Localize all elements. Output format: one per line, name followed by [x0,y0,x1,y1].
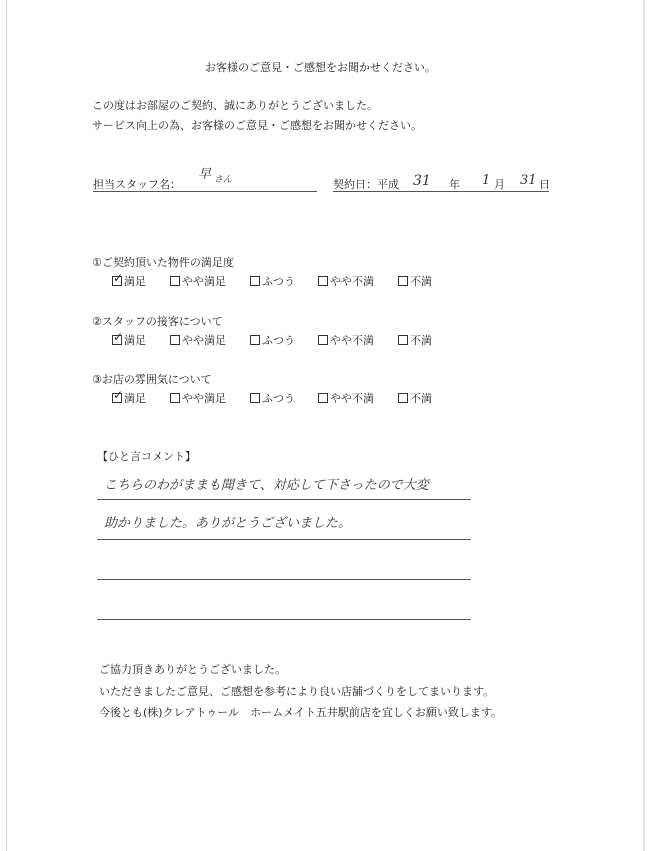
q2-option-futsuu[interactable]: ふつう [250,334,295,348]
comment-rule-4 [97,619,471,620]
scan-right-edge [643,0,645,851]
checkbox-icon [250,335,260,345]
q3-option-fuman[interactable]: 不満 [398,392,432,406]
staff-name-underline [93,191,317,192]
q3-option-futsuu[interactable]: ふつう [250,392,295,406]
contract-year-unit: 年 [449,178,460,191]
checked-checkbox-icon [112,276,122,286]
contract-month-handwritten: 1 [482,173,491,188]
contract-date-label: 契約日：平成 [333,178,399,191]
checked-checkbox-icon [112,393,122,403]
contract-day-handwritten: 31 [520,173,537,188]
checkbox-icon [318,276,328,286]
q1-option-futsuu[interactable]: ふつう [250,275,295,289]
staff-name-handwritten: 早 [198,167,212,182]
q3-option-manzoku[interactable]: ✓満足 [112,392,146,406]
question-3-label: ③お店の雰囲気について [92,373,212,386]
comment-rule-1 [97,499,471,500]
checkbox-icon [250,393,260,403]
comment-rule-3 [97,579,471,580]
closing-line-2: いただきましたご意見、ご感想を参考により良い店舗づくりをしてまいります。 [99,685,495,698]
question-1-label: ①ご契約頂いた物件の満足度 [92,256,234,269]
checkbox-icon [398,393,408,403]
comment-line-1[interactable]: こちらのわがままも聞きて、対応して下さったので大変 [104,478,429,493]
checkbox-icon [398,335,408,345]
scan-left-edge [6,0,7,851]
contract-month-unit: 月 [494,178,505,191]
q1-option-manzoku[interactable]: ✓満足 [112,275,146,289]
checkbox-icon [318,335,328,345]
q2-option-fuman[interactable]: 不満 [398,334,432,348]
checkbox-icon [250,276,260,286]
q3-option-yaya-fuman[interactable]: やや不満 [318,392,374,406]
closing-line-1: ご協力頂きありがとうございました。 [99,663,286,676]
checkbox-icon [398,276,408,286]
checkbox-icon [318,393,328,403]
q2-option-yaya-manzoku[interactable]: やや満足 [170,334,226,348]
checkbox-icon [170,335,180,345]
comment-heading: 【ひと言コメント】 [97,450,196,463]
closing-line-3: 今後とも(株)クレアトゥール ホームメイト五井駅前店を宜しくお願い致します。 [99,706,502,719]
contract-day-unit: 日 [539,178,550,191]
q2-option-manzoku[interactable]: ✓満足 [112,334,146,348]
q2-option-yaya-fuman[interactable]: やや不満 [318,334,374,348]
checkbox-icon [170,276,180,286]
question-2-label: ②スタッフの接客について [92,315,223,328]
intro-line-1: この度はお部屋のご契約、誠にありがとうございました。 [92,99,378,112]
form-title: お客様のご意見・ご感想をお聞かせください。 [205,61,436,74]
q1-option-yaya-manzoku[interactable]: やや満足 [170,275,226,289]
contract-date-underline [333,191,549,192]
q1-option-yaya-fuman[interactable]: やや不満 [318,275,374,289]
q1-option-fuman[interactable]: 不満 [398,275,432,289]
intro-line-2: サービス向上の為、お客様のご意見・ご感想をお聞かせください。 [92,119,422,132]
staff-name-label: 担当スタッフ名： [93,178,181,191]
checked-checkbox-icon [112,335,122,345]
checkbox-icon [170,393,180,403]
contract-year-handwritten: 31 [413,173,431,189]
q3-option-yaya-manzoku[interactable]: やや満足 [170,392,226,406]
comment-rule-2 [97,539,471,540]
staff-name-suffix-handwritten: さん [214,175,233,185]
comment-line-2[interactable]: 助かりました。ありがとうございました。 [104,516,352,531]
